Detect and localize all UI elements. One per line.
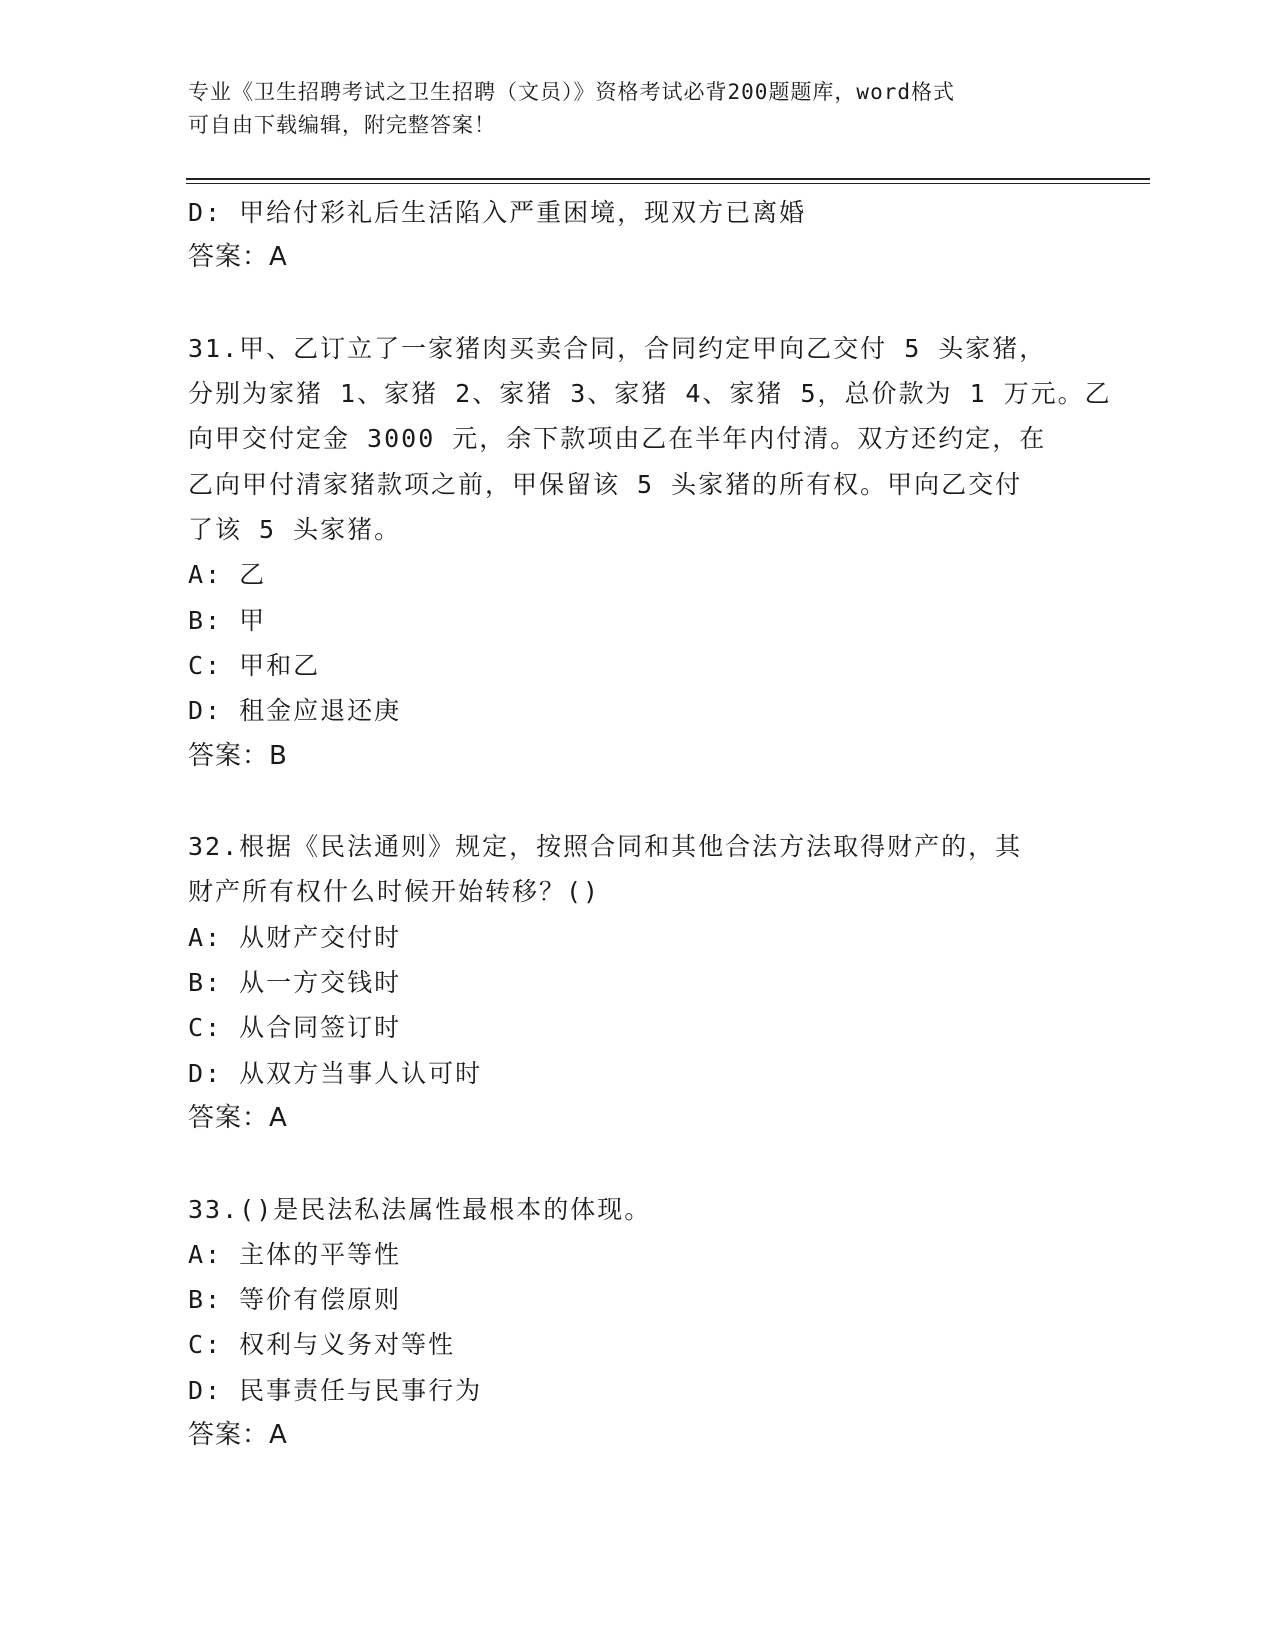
question-31 [188,326,1112,779]
option-b: B: 甲 [188,605,267,635]
answer-line: 答案：A [188,242,288,273]
question-32 [188,824,1088,1141]
answer-line: 答案：A [188,1420,288,1451]
option-d: D: 甲给付彩礼后生活陷入严重困境，现双方已离婚 [188,198,807,227]
question-text-line: 乙向甲付清家猪款项之前，甲保留该 5 头家猪的所有权。甲向乙交付 [188,469,1023,499]
header-rule-thin [186,183,1150,184]
question-text-line: 分别为家猪 1、家猪 2、家猪 3、家猪 4、家猪 5，总价款为 1 万元。乙 [188,379,1112,409]
option-c: C: 甲和乙 [188,650,321,680]
answer-line: 答案：B [188,740,288,771]
spacer [188,1141,1088,1186]
option-c: C: 从合同签订时 [188,1013,402,1043]
option-d: D: 民事责任与民事行为 [188,1375,483,1405]
question-33 [188,1187,1088,1459]
document-header [188,76,1088,142]
option-a: A: 主体的平等性 [188,1239,402,1269]
question-text-line: 32.根据《民法通则》规定，按照合同和其他合法方法取得财产的，其 [188,832,1023,862]
header-line-2: 可自由下载编辑，附完整答案！ [188,113,496,137]
answer-line: 答案：A [188,1102,288,1133]
question-text-line: 财产所有权什么时候开始转移？() [188,877,601,907]
option-b: B: 等价有偿原则 [188,1285,402,1315]
option-d: D: 租金应退还庚 [188,696,402,726]
header-line-1: 专业《卫生招聘考试之卫生招聘（文员）》资格考试必背200题题库，word格式 [188,80,955,104]
option-a: A: 从财产交付时 [188,922,402,952]
spacer [188,779,1088,824]
option-d: D: 从双方当事人认可时 [188,1058,483,1088]
header-rule-thick [186,178,1150,180]
question-text-line: 向甲交付定金 3000 元，余下款项由乙在半年内付清。双方还约定，在 [188,424,1047,454]
option-c: C: 权利与义务对等性 [188,1330,456,1360]
previous-question-tail [188,190,1088,281]
question-text-line: 了该 5 头家猪。 [188,515,402,545]
spacer [188,281,1088,326]
option-a: A: 乙 [188,560,267,590]
question-text-line: 33.()是民法私法属性最根本的体现。 [188,1194,652,1224]
document-body [188,190,1112,1458]
question-text-line: 31.甲、乙订立了一家猪肉买卖合同，合同约定甲向乙交付 5 头家猪， [188,333,1047,363]
option-b: B: 从一方交钱时 [188,968,402,998]
